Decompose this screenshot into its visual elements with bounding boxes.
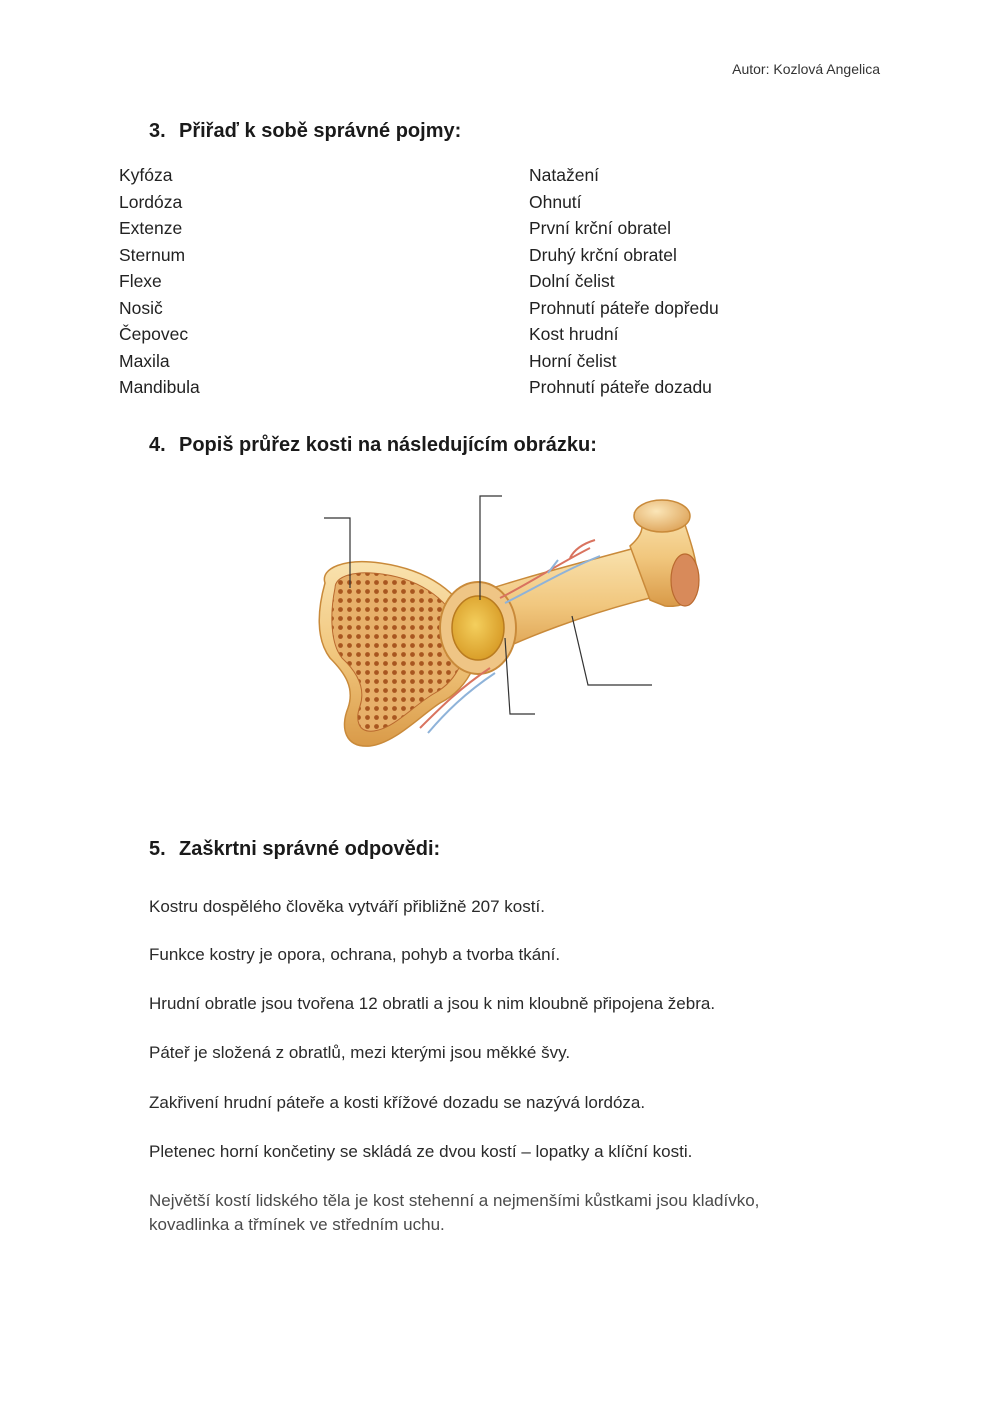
bone-illustration xyxy=(300,488,720,753)
statement-item[interactable]: Funkce kostry je opora, ochrana, pohyb a tvorba tkání. xyxy=(149,945,561,964)
statement-item[interactable]: Hrudní obratle jsou tvořena 12 obratli a jsou k nim kloubně připojena žebra. xyxy=(149,994,716,1013)
author-line: Autor: Kozlová Angelica xyxy=(732,61,880,77)
right-term: Kost hrudní xyxy=(529,324,619,344)
section-4-title: Popiš průřez kosti na následujícím obrázku: xyxy=(179,434,597,456)
left-term: Mandibula xyxy=(119,377,200,397)
left-term: Lordóza xyxy=(119,191,183,212)
section-3-heading xyxy=(149,120,461,143)
left-term: Čepovec xyxy=(119,324,189,344)
right-term: Druhý krční obratel xyxy=(529,244,677,265)
section-3-title: Přiřaď k sobě správné pojmy: xyxy=(179,120,462,142)
statement-item[interactable]: Zakřivení hrudní páteře a kosti křížové dozadu se nazývá lordóza. xyxy=(149,1093,646,1112)
left-term: Kyfóza xyxy=(119,165,173,185)
left-terms-list xyxy=(119,162,200,401)
bone-cross-section-figure xyxy=(300,488,720,753)
right-term: Dolní čelist xyxy=(529,271,615,291)
left-term: Flexe xyxy=(119,271,162,291)
right-terms-list xyxy=(529,162,719,401)
right-term: Prohnutí páteře dopředu xyxy=(529,297,719,318)
marrow-cavity xyxy=(452,596,504,660)
left-term: Maxila xyxy=(119,350,170,371)
section-4-heading xyxy=(149,434,597,457)
right-term: Ohnutí xyxy=(529,191,582,212)
statement-item[interactable]: Největší kostí lidského těla je kost stehenní a nejmenšími kůstkami jsou kladívko, kovadlinka a třmínek ve středním uchu. xyxy=(149,1191,760,1234)
section-4-number: 4. xyxy=(149,434,166,456)
left-term: Sternum xyxy=(119,244,186,265)
label-line-compact xyxy=(572,616,652,685)
left-term: Extenze xyxy=(119,218,183,238)
bone-head xyxy=(634,500,690,532)
section-3-number: 3. xyxy=(149,120,166,142)
statement-item[interactable]: Páteř je složená z obratlů, mezi kterými jsou měkké švy. xyxy=(149,1043,571,1062)
right-term: První krční obratel xyxy=(529,218,671,238)
section-5-title: Zaškrtni správné odpovědi: xyxy=(179,838,441,860)
right-term: Natažení xyxy=(529,165,600,185)
section-5-heading xyxy=(149,838,440,861)
statement-item[interactable]: Kostru dospělého člověka vytváří přibližně 207 kostí. xyxy=(149,897,545,916)
left-term: Nosič xyxy=(119,297,163,318)
statement-item[interactable]: Pletenec horní končetiny se skládá ze dvou kostí – lopatky a klíční kosti. xyxy=(149,1142,693,1161)
section-5-number: 5. xyxy=(149,838,166,860)
right-term: Prohnutí páteře dozadu xyxy=(529,377,712,397)
trochanter xyxy=(671,554,699,606)
right-term: Horní čelist xyxy=(529,350,617,371)
